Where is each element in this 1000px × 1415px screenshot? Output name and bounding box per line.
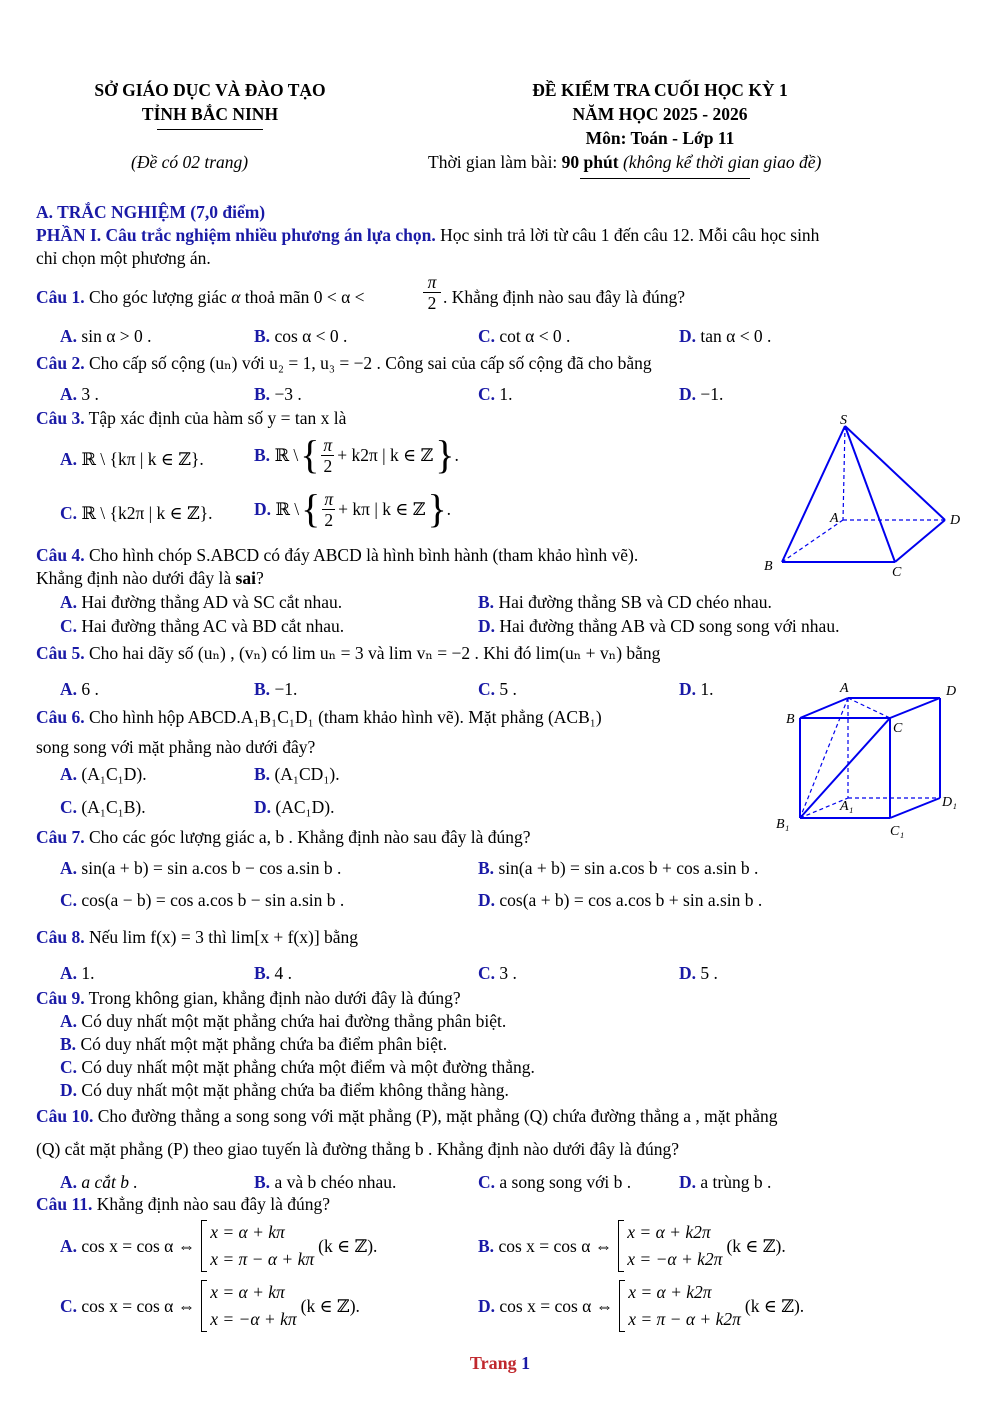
q4-option-a[interactable] [60,592,342,613]
case-line: x = π − α + kπ [210,1249,315,1269]
q7-option-a[interactable] [60,858,341,879]
option-text: Hai đường thẳng SB và CD chéo nhau. [498,592,772,612]
option-letter: A. [60,1011,78,1031]
left-brace: { [301,486,321,531]
question-10-line2: (Q) cắt mặt phẳng (P) theo giao tuyến là đường thẳng b . Khẳng định nào dưới đây là đúng? [36,1139,680,1159]
option-letter: B. [478,592,495,612]
vertex-label-s: S [840,413,847,428]
q10-option-c[interactable] [478,1172,631,1193]
option-letter: C. [478,679,496,699]
option-letter: D. [478,616,496,636]
question-text: Trong không gian, khẳng định nào dưới đây là đúng? [84,988,461,1008]
q8-option-a[interactable] [60,963,95,984]
vertex-label-d1: D₁ [942,795,957,810]
vertex-label-b1: B₁ [776,817,790,832]
case-line: x = α + k2π [627,1222,711,1242]
q11-option-b[interactable] [478,1218,786,1274]
question-3 [36,408,346,429]
q11-option-a[interactable] [60,1218,377,1274]
vertex-label-d: D [946,684,957,699]
page-number: 1 [521,1353,531,1373]
option-letter: A. [60,679,78,699]
time-bold: 90 phút [561,152,619,172]
option-text: 1. [499,384,513,404]
q1-option-c[interactable] [478,326,570,347]
question-text: Tập xác định của hàm số y = tan x là [84,408,347,428]
question-text-end: . Khẳng định nào sau đây là đúng? [443,287,686,307]
option-letter: B. [60,1034,77,1054]
section-title: A. TRẮC NGHIỆM (7,0 điểm) [36,202,266,222]
question-text: Cho hình hộp ABCD.A₁B₁C₁D₁ (tham khảo hình vẽ). Mặt phẳng (ACB₁) [84,707,602,727]
time-limit [428,152,821,173]
question-10 [36,1106,778,1127]
fraction-numerator: π [423,272,441,293]
option-text: sin α > 0 . [81,326,152,346]
option-letter: D. [679,326,697,346]
question-label: Câu 1. [36,287,85,307]
option-letter: B. [254,1172,271,1192]
q3-option-d[interactable]: D. ℝ \ { $\frac{\pi}{2}$ + kπ | k ∈ ℤ } . [254,486,452,531]
right-brace: } [435,432,455,477]
part-instructions-line2: chỉ chọn một phương án. [36,248,211,268]
question-2 [36,353,652,374]
question-9 [36,988,461,1009]
k-domain: (k ∈ ℤ). [300,1295,360,1316]
question-text: Cho các góc lượng giác a, b . Khẳng định nào sau đây là đúng? [84,827,531,847]
fraction-numerator: π [323,434,333,455]
option-letter: C. [478,963,496,983]
q4-option-c[interactable] [60,616,344,637]
question-label: Câu 4. [36,545,85,565]
option-letter: B. [254,764,271,784]
option-text: cos x = cos α ⇔ [81,1295,196,1316]
question-text: Khẳng định nào sau đây là đúng? [92,1194,331,1214]
option-letter: C. [60,503,78,523]
q4-option-d[interactable] [478,616,839,637]
option-text: cos α < 0 . [274,326,348,346]
school-year: NĂM HỌC 2025 - 2026 [572,104,748,124]
option-text: a và b chéo nhau. [274,1172,397,1192]
option-letter: D. [679,963,697,983]
option-letter: B. [254,444,271,465]
option-letter: B. [478,1235,495,1256]
option-text: (AC₁D). [275,797,335,817]
bracket [201,1280,207,1332]
option-letter: A. [60,384,78,404]
case-lines [210,1219,314,1273]
fraction-denominator: 2 [323,455,333,476]
option-letter: C. [478,1172,496,1192]
option-letter: D. [478,890,496,910]
alpha-symbol: α [231,287,241,307]
q8-option-c[interactable] [478,963,517,984]
case-line: x = α + k2π [628,1282,712,1302]
option-text: (A₁CD₁). [274,764,340,784]
q7-option-c[interactable] [60,890,344,911]
option-letter: B. [254,963,271,983]
q10-option-d[interactable] [679,1172,771,1193]
q7-option-b[interactable] [478,858,758,879]
q5-option-a[interactable] [60,679,99,700]
pyramid-figure [760,412,970,577]
q5-option-b[interactable] [254,679,297,700]
option-text: 6 . [81,679,99,699]
q8-option-b[interactable] [254,963,292,984]
emphasis: sai [235,568,256,588]
option-letter: B. [254,679,271,699]
option-text: 4 . [274,963,292,983]
question-label: Câu 10. [36,1106,94,1126]
option-text: 5 . [700,963,718,983]
option-text: 1. [700,679,714,699]
q3-option-c[interactable] [60,503,213,524]
q9-option-a[interactable] [60,1011,506,1032]
option-text: a trùng b . [700,1172,772,1192]
question-text: Cho hai dãy số (uₙ) , (vₙ) có lim uₙ = 3 và lim vₙ = −2 . Khi đó lim(uₙ + vₙ) bằng [84,643,661,663]
condition: 0 < α < [313,287,365,307]
option-text: + kπ | k ∈ ℤ [338,498,426,519]
q6-option-c[interactable] [60,797,146,818]
option-text: −1. [274,679,298,699]
case-lines [627,1219,722,1273]
case-line: x = −α + kπ [210,1309,297,1329]
right-brace: } [427,486,447,531]
k-domain: (k ∈ ℤ). [726,1235,786,1256]
question-1 [36,287,365,308]
option-letter: A. [60,449,78,469]
option-letter: A. [60,592,78,612]
time-prefix: Thời gian làm bài: [428,152,562,172]
question-text: Nếu lim f(x) = 3 thì lim[x + f(x)] bằng [84,927,359,947]
option-letter: C. [60,1295,78,1316]
question-label: Câu 5. [36,643,85,663]
option-letter: C. [60,616,78,636]
q7-option-d[interactable] [478,890,762,911]
option-text: Có duy nhất một mặt phẳng chứa ba điểm phân biệt. [80,1034,448,1054]
case-line: x = α + kπ [210,1222,285,1242]
question-4 [36,545,638,566]
q9-option-c[interactable] [60,1057,535,1078]
q2-option-a[interactable] [60,384,99,405]
option-letter: A. [60,1172,78,1192]
fraction-numerator: π [324,488,334,509]
case-line: x = −α + k2π [627,1249,723,1269]
exam-title: ĐỀ KIỂM TRA CUỐI HỌC KỲ 1 [532,80,788,100]
case-lines [628,1279,741,1333]
question-8 [36,927,358,948]
question-text: Cho đường thẳng a song song với mặt phẳng (P), mặt phẳng (Q) chứa đường thẳng a , mặt phẳng [93,1106,778,1126]
question-label: Câu 9. [36,988,85,1008]
option-text: 5 . [499,679,517,699]
q11-option-d[interactable] [478,1278,804,1334]
option-text: ℝ \ [274,444,299,465]
question-text: ? [255,568,264,588]
option-text: ℝ \ {kπ | k ∈ ℤ}. [81,449,204,469]
option-text: cos(a − b) = cos a.cos b − sin a.sin b . [81,890,345,910]
q5-option-c[interactable] [478,679,517,700]
page-footer [0,1353,1000,1374]
option-letter: D. [254,498,272,519]
option-text: cos x = cos α ⇔ [498,1235,613,1256]
option-text: Có duy nhất một mặt phẳng chứa hai đường thẳng phân biệt. [81,1011,507,1031]
q3-option-b[interactable]: B. ℝ \ { $\frac{\pi}{2}$ + k2π | k ∈ ℤ } . [254,432,459,477]
option-letter: B. [254,326,271,346]
question-4-line2 [36,568,264,589]
option-text: ℝ \ [275,498,300,519]
option-letter: C. [60,797,78,817]
vertex-label-c: C [893,721,903,736]
question-6 [36,707,602,728]
question-label: Câu 6. [36,707,85,727]
q1-option-d[interactable] [679,326,771,347]
option-text: sin(a + b) = sin a.cos b + cos a.sin b . [498,858,759,878]
option-text: Có duy nhất một mặt phẳng chứa ba điểm không thẳng hàng. [81,1080,509,1100]
page-count-note: (Đề có 02 trang) [131,152,249,172]
question-label: Câu 3. [36,408,85,428]
vertex-label-b: B [786,712,795,727]
option-text: cos(a + b) = cos a.cos b + sin a.sin b . [499,890,763,910]
option-letter: A. [60,326,78,346]
case-line: x = α + kπ [210,1282,285,1302]
vertex-label-c1: C₁ [890,824,905,839]
option-letter: A. [60,1235,78,1256]
q10-option-a[interactable] [60,1172,138,1193]
fraction-denominator: 2 [324,509,334,530]
option-text: cos x = cos α ⇔ [499,1295,614,1316]
case-line: x = π − α + k2π [628,1309,741,1329]
part-intro [36,225,819,246]
option-letter: D. [679,384,697,404]
question-6-line2: song song với mặt phẳng nào dưới đây? [36,737,316,757]
k-domain: (k ∈ ℤ). [318,1235,378,1256]
q6-option-d[interactable] [254,797,334,818]
k-domain: (k ∈ ℤ). [744,1295,805,1316]
option-text: cot α < 0 . [499,326,571,346]
q4-option-b[interactable] [478,592,772,613]
question-label: Câu 11. [36,1194,93,1214]
question-label: Câu 2. [36,353,85,373]
option-text: + k2π | k ∈ ℤ [337,444,434,465]
option-text: (A₁C₁B). [81,797,146,817]
option-letter: D. [60,1080,78,1100]
province-name: TỈNH BẮC NINH [141,104,279,124]
option-letter: D. [679,679,697,699]
option-text: Hai đường thẳng AC và BD cắt nhau. [81,616,345,636]
option-letter: A. [60,764,78,784]
q1-option-b[interactable] [254,326,347,347]
vertex-label-b: B [764,559,773,574]
option-text: a song song với b . [499,1172,632,1192]
part-instructions: Học sinh trả lời từ câu 1 đến câu 12. Mỗi câu học sinh [435,225,820,245]
option-text: a cắt b . [81,1172,138,1192]
vertex-label-c: C [892,565,902,577]
header-underline-right [580,178,750,179]
q11-option-c[interactable] [60,1278,360,1334]
option-letter: D. [254,797,272,817]
question-5 [36,643,660,664]
option-text: 1. [81,963,95,983]
question-text: Cho góc lượng giác [84,287,232,307]
option-letter: C. [60,890,78,910]
time-suffix: (không kể thời gian giao đề) [618,152,822,172]
part-title: PHẦN I. Câu trắc nghiệm nhiều phương án lựa chọn. [36,225,436,245]
q10-option-b[interactable] [254,1172,396,1193]
option-text: 3 . [81,384,99,404]
fraction [322,489,335,530]
question-text: Cho hình chóp S.ABCD có đáy ABCD là hình bình hành (tham khảo hình vẽ). [84,545,639,565]
question-label: Câu 8. [36,927,85,947]
vertex-label-d: D [950,513,961,528]
option-letter: C. [60,1057,78,1077]
option-letter: A. [60,858,78,878]
option-text: 3 . [499,963,517,983]
option-letter: D. [679,1172,697,1192]
option-letter: A. [60,963,78,983]
q6-option-a[interactable] [60,764,147,785]
q2-option-c[interactable] [478,384,513,405]
option-text: tan α < 0 . [700,326,772,346]
option-text: Hai đường thẳng AB và CD song song với nhau. [499,616,840,636]
header-underline-left [157,129,263,130]
question-text: Khẳng định nào dưới đây là [36,568,236,588]
footer-word: Trang [469,1353,517,1373]
fraction-pi-over-2 [423,272,441,313]
question-7 [36,827,531,848]
bracket [201,1220,207,1272]
option-text: cos x = cos α ⇔ [81,1235,196,1256]
option-letter: B. [254,384,271,404]
question-label: Câu 7. [36,827,85,847]
q2-option-d[interactable] [679,384,723,405]
option-letter: B. [478,858,495,878]
q9-option-b[interactable] [60,1034,447,1055]
q5-option-d[interactable] [679,679,714,700]
left-brace: { [300,432,320,477]
vertex-label-a1: A₁ [840,799,854,814]
question-11 [36,1194,330,1215]
question-text: thoả mãn [240,287,314,307]
option-letter: D. [478,1295,496,1316]
q3-option-a[interactable] [60,449,204,470]
box-figure [770,678,970,843]
fraction-denominator: 2 [427,293,437,313]
option-text: −3 . [274,384,302,404]
option-text: −1. [700,384,724,404]
case-lines [210,1279,296,1333]
option-text: Hai đường thẳng AD và SC cắt nhau. [81,592,343,612]
bracket [619,1280,625,1332]
vertex-label-a: A [830,511,839,526]
q9-option-d[interactable] [60,1080,509,1101]
q1-option-a[interactable] [60,326,151,347]
subject: Môn: Toán - Lớp 11 [585,128,735,148]
option-letter: C. [478,326,496,346]
q6-option-b[interactable] [254,764,340,785]
question-text: Cho cấp số cộng (uₙ) với u₂ = 1, u₃ = −2 . Công sai của cấp số cộng đã cho bằng [84,353,652,373]
option-text: Có duy nhất một mặt phẳng chứa một điểm và một đường thẳng. [81,1057,535,1077]
fraction [321,435,334,476]
q2-option-b[interactable] [254,384,302,405]
bracket [618,1220,624,1272]
q8-option-d[interactable] [679,963,718,984]
vertex-label-a: A [840,681,849,696]
option-text: (A₁C₁D). [81,764,147,784]
option-letter: C. [478,384,496,404]
dept-name: SỞ GIÁO DỤC VÀ ĐÀO TẠO [94,80,326,100]
option-text: ℝ \ {k2π | k ∈ ℤ}. [81,503,213,523]
option-text: sin(a + b) = sin a.cos b − cos a.sin b . [81,858,342,878]
